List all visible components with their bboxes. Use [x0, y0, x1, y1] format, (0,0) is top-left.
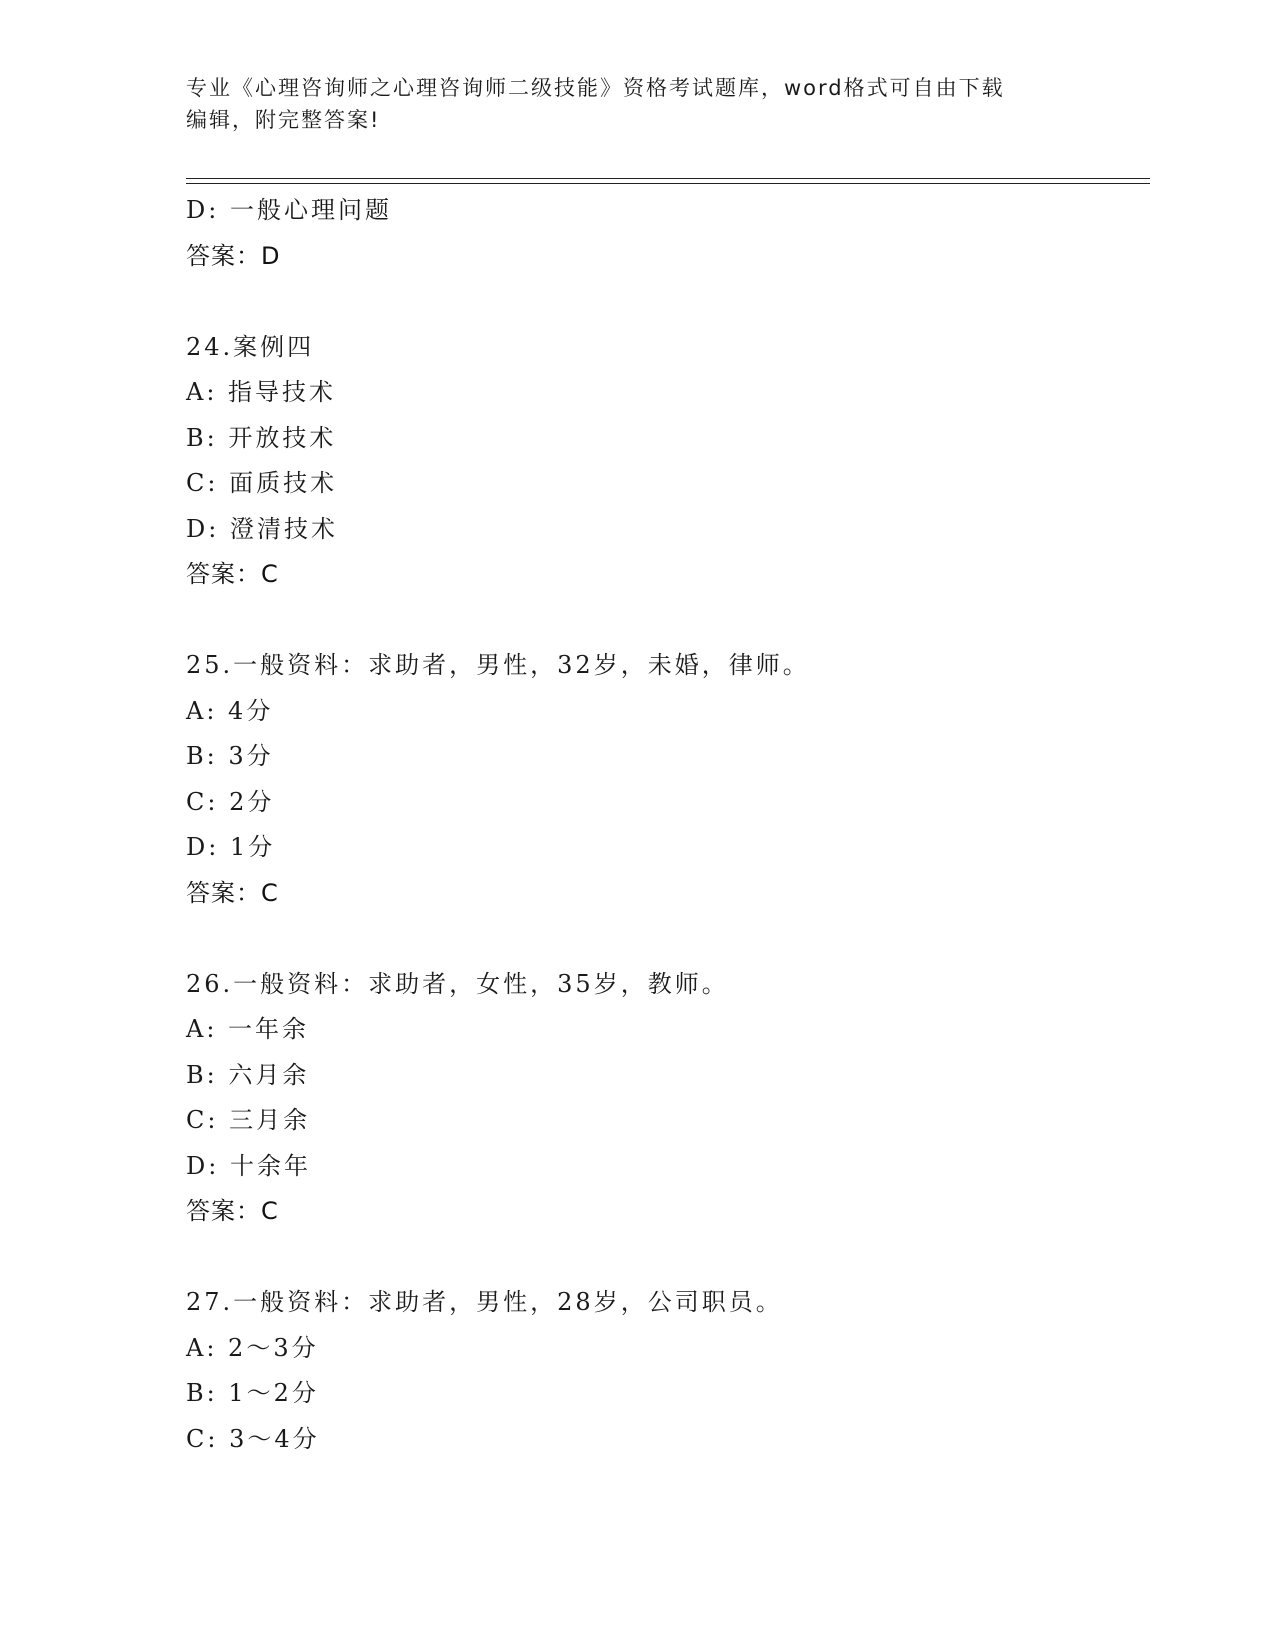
answer-continued: 答案：D [186, 241, 281, 270]
answer: 答案：C [186, 1197, 279, 1225]
option-c: C: 三月余 [186, 1106, 311, 1134]
option-d: D: 澄清技术 [186, 514, 338, 543]
header-divider-top [186, 178, 1150, 179]
option-b: B: 六月余 [186, 1060, 310, 1089]
spacer [186, 916, 1146, 962]
option-a: A: 指导技术 [186, 378, 337, 406]
option-d: D: 十余年 [186, 1151, 311, 1180]
header-line-1: 专业《心理咨询师之心理咨询师二级技能》资格考试题库，word格式可自由下载 [186, 76, 1005, 100]
spacer [186, 279, 1146, 325]
option-d-continued: D: 一般心理问题 [186, 196, 392, 224]
question-list [186, 188, 1146, 1462]
option-a: A: 一年余 [186, 1015, 310, 1043]
option-c: C: 3～4分 [186, 1424, 320, 1453]
spacer [186, 598, 1146, 644]
question-stem: 24.案例四 [186, 332, 315, 361]
document-header [186, 72, 1066, 136]
spacer [186, 1235, 1146, 1281]
option-a: A: 2～3分 [186, 1333, 319, 1362]
answer: 答案：C [186, 560, 279, 588]
header-line-2: 编辑，附完整答案! [186, 108, 381, 132]
question-stem: 27.一般资料：求助者，男性，28岁，公司职员。 [186, 1288, 783, 1316]
option-b: B: 3分 [186, 742, 274, 770]
option-b: B: 开放技术 [186, 423, 337, 452]
answer: 答案：C [186, 878, 279, 907]
option-d: D: 1分 [186, 833, 276, 861]
option-b: B: 1～2分 [186, 1379, 319, 1407]
header-divider-bottom [186, 183, 1150, 184]
option-c: C: 面质技术 [186, 469, 338, 497]
option-c: C: 2分 [186, 787, 275, 816]
option-a: A: 4分 [186, 696, 274, 725]
question-stem: 26.一般资料：求助者，女性，35岁，教师。 [186, 969, 729, 998]
question-stem: 25.一般资料：求助者，男性，32岁，未婚，律师。 [186, 651, 810, 679]
